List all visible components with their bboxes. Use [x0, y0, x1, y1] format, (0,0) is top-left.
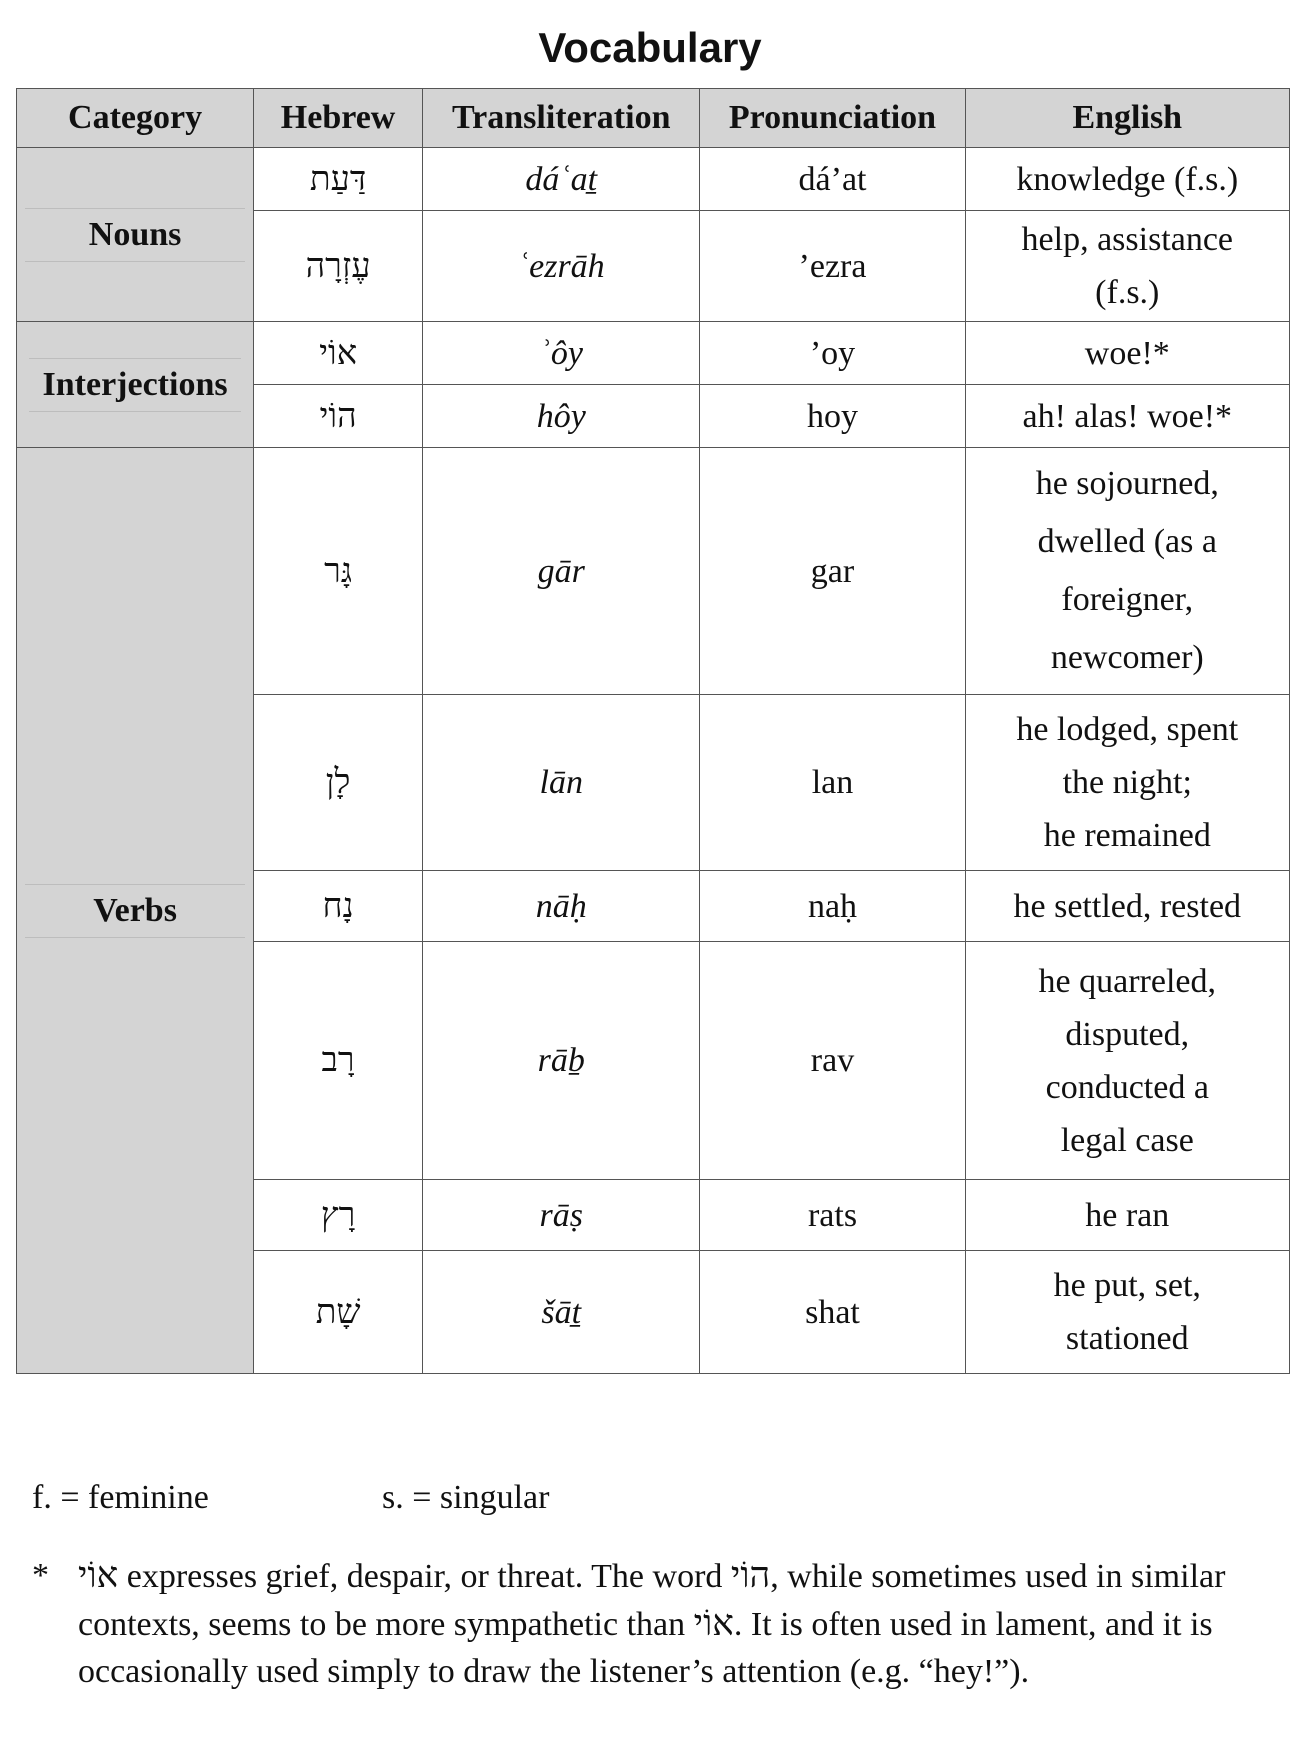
pronunciation-cell: dá’at [700, 148, 965, 211]
category-label: Interjections [29, 358, 241, 412]
english-cell: he put, set, stationed [965, 1251, 1289, 1374]
english-cell: help, assistance (f.s.) [965, 211, 1289, 322]
hebrew-word-oy: אוֹי [78, 1555, 119, 1596]
transliteration-cell: rāṣ [423, 1180, 700, 1251]
hebrew-cell: עֶזְרָה [254, 211, 423, 322]
hebrew-cell: הוֹי [254, 385, 423, 448]
english-cell: woe!* [965, 322, 1289, 385]
footnote-marker: * [32, 1557, 49, 1594]
footnote-part: expresses grief, despair, or threat. The word [118, 1558, 731, 1595]
hebrew-cell: שָׁת [254, 1251, 423, 1374]
pronunciation-cell: ’oy [700, 322, 965, 385]
hebrew-cell: נָח [254, 871, 423, 942]
table-row [17, 322, 1290, 385]
english-cell [965, 695, 1289, 871]
english-cell: he sojourned, dwelled (as a foreigner, newcomer) [965, 448, 1289, 695]
pronunciation-cell: lan [700, 695, 965, 871]
hebrew-cell: רָב [254, 942, 423, 1180]
transliteration-cell: nāḥ [423, 871, 700, 942]
header-category: Category [17, 89, 254, 148]
hebrew-cell: לָן [254, 695, 423, 871]
english-cell: he ran [965, 1180, 1289, 1251]
hebrew-word-oy: אוֹי [693, 1603, 734, 1644]
header-transliteration: Transliteration [423, 89, 700, 148]
category-label: Nouns [25, 208, 245, 262]
table-row [17, 148, 1290, 211]
hebrew-cell: אוֹי [254, 322, 423, 385]
footnote-part: , while sometimes used in similar contexts, seems to be more sympathetic than [78, 1558, 1226, 1643]
feminine-abbreviation: f. = feminine [32, 1479, 209, 1516]
hebrew-cell: גָּר [254, 448, 423, 695]
page-title: Vocabulary [538, 24, 762, 71]
english-line: he remained [1043, 817, 1211, 854]
transliteration-cell: ʾôy [423, 322, 700, 385]
english-cell: ah! alas! woe!* [965, 385, 1289, 448]
english-cell: knowledge (f.s.) [965, 148, 1289, 211]
transliteration-cell: dáʿaṯ [423, 148, 700, 211]
footnote-part: . It is often used in lament, and it is occasionally used simply to draw the listener’s attention (e.g. “hey!”). [78, 1606, 1213, 1690]
transliteration-cell: gār [423, 448, 700, 695]
category-verbs [17, 448, 254, 1374]
hebrew-word-hoy: הוֹי [730, 1555, 771, 1596]
pronunciation-cell: naḥ [700, 871, 965, 942]
transliteration-cell: šāṯ [423, 1251, 700, 1374]
transliteration-cell: ʿezrāh [423, 211, 700, 322]
english-line: he lodged, spent the night; [1016, 711, 1239, 801]
table-row [17, 448, 1290, 695]
transliteration-cell: rāḇ [423, 942, 700, 1180]
transliteration-cell: hôy [423, 385, 700, 448]
pronunciation-cell: ’ezra [700, 211, 965, 322]
english-cell: he settled, rested [965, 871, 1289, 942]
pronunciation-cell: gar [700, 448, 965, 695]
english-cell: he quarreled, disputed, conducted a legal case [965, 942, 1289, 1180]
header-row [17, 89, 1290, 148]
transliteration-cell: lān [423, 695, 700, 871]
pronunciation-cell: rav [700, 942, 965, 1180]
pronunciation-cell: rats [700, 1180, 965, 1251]
header-pronunciation: Pronunciation [700, 89, 965, 148]
footnote-text [78, 1552, 1272, 1695]
footnote [32, 1552, 1272, 1695]
hebrew-cell: דַּעַת [254, 148, 423, 211]
singular-abbreviation: s. = singular [382, 1479, 550, 1516]
vocabulary-table [16, 88, 1290, 1374]
header-english: English [965, 89, 1289, 148]
pronunciation-cell: shat [700, 1251, 965, 1374]
category-label: Verbs [25, 884, 245, 938]
category-nouns [17, 148, 254, 322]
pronunciation-cell: hoy [700, 385, 965, 448]
header-hebrew: Hebrew [254, 89, 423, 148]
hebrew-cell: רָץ [254, 1180, 423, 1251]
category-interjections [17, 322, 254, 448]
